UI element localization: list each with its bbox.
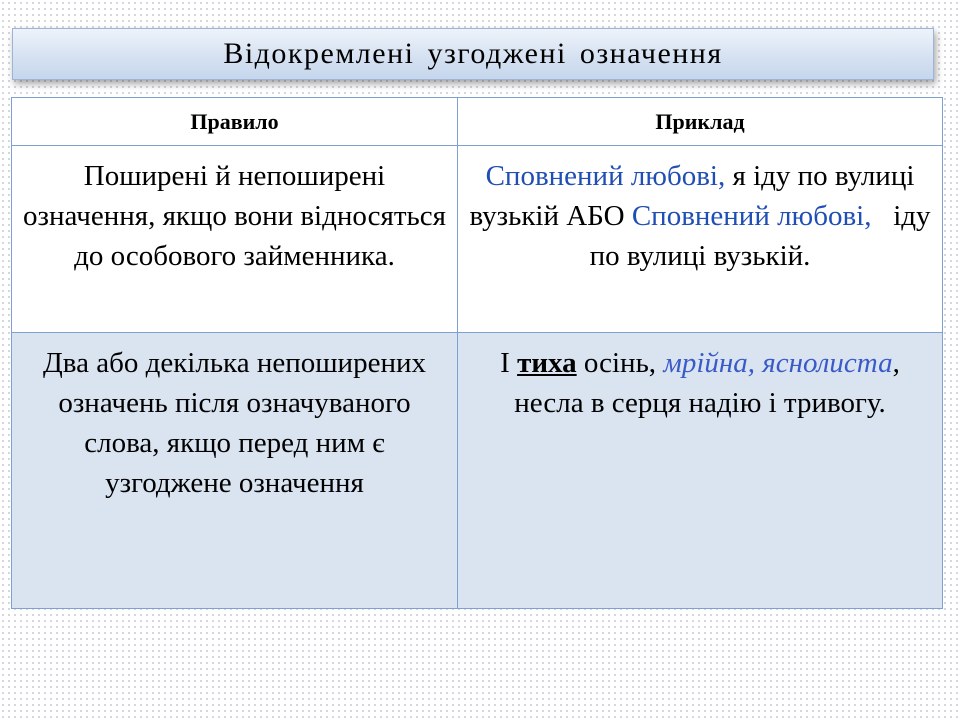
example-2-text-c: , несла в серця надію і тривогу. — [514, 347, 900, 419]
rule-text-2: Два або декілька непоширених означень після означуваного слова, якщо перед ним є узгоджене означення — [42, 347, 426, 499]
rule-cell-1 — [12, 146, 458, 333]
rule-cell-2 — [12, 333, 458, 609]
example-2-bold-word: тиха — [517, 347, 577, 379]
table-row — [12, 333, 943, 609]
table-header-row — [12, 98, 943, 146]
example-cell-2 — [458, 333, 943, 609]
title-banner — [12, 28, 934, 80]
header-rule: Правило — [12, 98, 458, 146]
table-row — [12, 146, 943, 333]
rules-table — [11, 97, 943, 609]
page-title: Відокремлені узгоджені означення — [223, 37, 723, 70]
example-2-text-b: осінь, — [576, 347, 664, 379]
example-1-blue-phrase-b: Сповнений любові, — [631, 200, 872, 232]
example-2-text-a: І — [500, 347, 518, 379]
example-1-blue-phrase-a: Сповнений любові, — [485, 160, 726, 192]
example-1-text-b: іду по вулиці вузькій. — [589, 200, 938, 272]
rule-text-1: Поширені й непоширені означення, якщо вони відносяться до особового займенника. — [23, 160, 446, 272]
example-2-italic-phrase: мрійна, яснолиста — [663, 347, 893, 379]
header-example: Приклад — [458, 98, 943, 146]
example-cell-1 — [458, 146, 943, 333]
example-1-text-a: я іду по вулиці вузькій АБО — [469, 160, 915, 232]
